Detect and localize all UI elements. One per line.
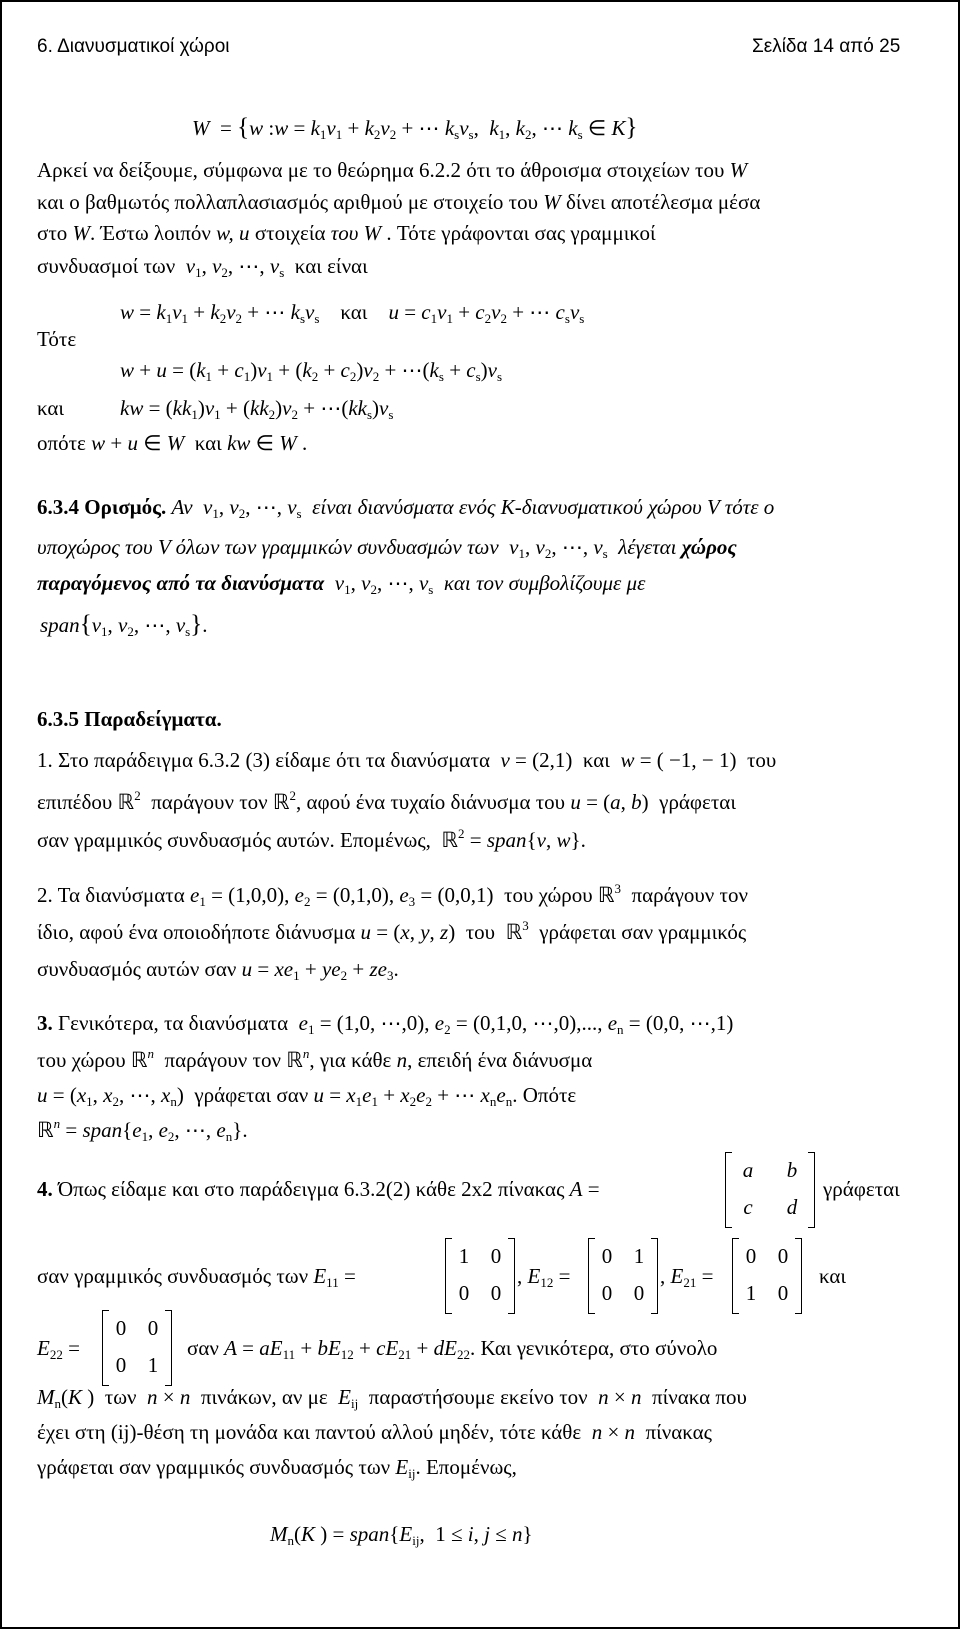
- matrix-E12: 0 1 0 0: [588, 1238, 658, 1314]
- E22-label: $E_{22}$ =: [37, 1336, 80, 1362]
- example1-line-2: επιπέδου ℝ$^2$ παράγουν τον ℝ$^2$, αφού ένα τυχαίο διάνυσμα του u = (a, b) γράφεται: [37, 788, 736, 814]
- example3-line-3: $u = (x_1$, $x_2$, ⋯, $x_n$) γράφεται σαν $u = x_1e_1 + x_2e_2$ + ⋯ $x_ne_n$. Οπότε: [37, 1083, 577, 1109]
- mn-span-formula: $M_n(K$ ) = $span\{E_{ij}$, 1 ≤ i, j ≤ n}: [270, 1522, 533, 1548]
- E21-label: , $E_{21}$ =: [660, 1264, 714, 1290]
- chapter-header: 6. Διανυσματικοί χώροι: [37, 36, 230, 57]
- proof-line-3: στο W. Έστω λοιπόν w, u στοιχεία του W . Τότε γράφονται σας γραμμικοί: [37, 221, 656, 245]
- example3-line-4: ℝ$^n$ = $span\{e_1$, $e_2$, ⋯, $e_n$}.: [37, 1116, 248, 1144]
- example4-line-5: έχει στη (ij)-θέση τη μονάδα και παντού αλλού μηδέν, τότε κάθε n × n πίνακας: [37, 1420, 712, 1444]
- example4-line-3: σαν $A = aE_{11} + bE_{12} + cE_{21} + dE_{22}$. Και γενικότερα, στο σύνολο: [187, 1336, 718, 1362]
- matrix-A: a b c d: [725, 1152, 815, 1228]
- example4-line-1: 4. Όπως είδαμε και στο παράδειγμα 6.3.2(2) κάθε 2x2 πίνακας A =: [37, 1177, 600, 1201]
- example2-line-2: ίδιο, αφού ένα οποιοδήποτε διάνυσμα u = (x, y, z) του ℝ$^3$ γράφεται σαν γραμμικός: [37, 918, 747, 944]
- page-number: Σελίδα 14 από 25: [752, 36, 901, 57]
- example4-line-4: $M_n(K$ ) των n × n πινάκων, αν με $E_{ij}$ παραστήσουμε εκείνο τον n × n πίνακα που: [37, 1385, 747, 1411]
- matrix-E21: 0 0 1 0: [732, 1238, 802, 1314]
- example2-line-3: συνδυασμός αυτών σαν $u = xe_1 + ye_2 + ze_3$.: [37, 957, 399, 983]
- E12-label: , $E_{12}$ =: [517, 1264, 571, 1290]
- examples-title: 6.3.5 Παραδείγματα.: [37, 707, 222, 731]
- and-label-2: και: [819, 1264, 847, 1288]
- and-label: και: [37, 396, 65, 420]
- set-w-formula: W = {w :w = $k_1v_1 + k_2v_2$ + ⋯ $k_sv_s$, $k_1$, $k_2$, ⋯ $k_s$ ∈ K}: [192, 114, 638, 142]
- example1-line-1: 1. Στο παράδειγμα 6.3.2 (3) είδαμε ότι τα διανύσματα v = (2,1) και w = ( −1, − 1) του: [37, 748, 777, 772]
- example4-line-2: σαν γραμμικός συνδυασμός των $E_{11}$ =: [37, 1264, 356, 1290]
- example2-line-1: 2. Τα διανύσματα $e_1 = (1,0,0)$, $e_2 = (0,1,0)$, $e_3 = (0,0,1)$ του χώρου ℝ$^3$ παράγουν τον: [37, 881, 748, 909]
- conclusion-line: οπότε w + u ∈ W και kw ∈ W .: [37, 431, 308, 455]
- then-label: Τότε: [37, 327, 77, 351]
- sum-formula: $w + u = (k_1 + c_1)v_1 + (k_2 + c_2)v_2$ + $\cdots(k_s + c_s)v_s$: [120, 358, 503, 384]
- proof-line-2: και ο βαθμωτός πολλαπλασιασμός αριθμού με στοιχείο του W δίνει αποτέλεσμα μέσα: [37, 190, 761, 214]
- example3-line-2: του χώρου ℝ$^n$ παράγουν τον ℝ$^n$, για κάθε n, επειδή ένα διάνυσμα: [37, 1046, 593, 1072]
- example3-line-1: 3. Γενικότερα, τα διανύσματα $e_1 = (1,0$, ⋯,0), $e_2 = (0,1,0$, ⋯,0),..., $e_n = (0,0$, ⋯,1): [37, 1011, 734, 1037]
- example1-line-3: σαν γραμμικός συνδυασμός αυτών. Επομένως, ℝ$^2$ = span{v, w}.: [37, 826, 586, 852]
- definition-line-2: υποχώρος του V όλων των γραμμικών συνδυασμών των $v_1$, $v_2$, ⋯, $v_s$ λέγεται χώρος: [37, 535, 737, 561]
- proof-line-4: συνδυασμοί των $v_1$, $v_2$, ⋯, $v_s$ και είναι: [37, 254, 368, 280]
- proof-line-1: Αρκεί να δείξουμε, σύμφωνα με το θεώρημα 6.2.2 ότι το άθροισμα στοιχείων του W: [37, 158, 748, 182]
- matrix-E11: 1 0 0 0: [445, 1238, 515, 1314]
- matrix-E22: 0 0 0 1: [102, 1310, 172, 1386]
- definition-line-1: 6.3.4 Ορισμός. Αν $v_1$, $v_2$, ⋯, $v_s$ είναι διανύσματα ενός K-διανυσματικού χώρου V τότε ο: [37, 495, 775, 521]
- example4-line-6: γράφεται σαν γραμμικός συνδυασμός των $E_{ij}$. Επομένως,: [37, 1455, 517, 1481]
- linear-combinations-wu: $w = k_1v_1 + k_2v_2$ + ⋯ $k_sv_s$ και $u = c_1v_1 + c_2v_2$ + ⋯ $c_sv_s$: [120, 300, 585, 326]
- example4-writes: γράφεται: [823, 1177, 900, 1201]
- definition-line-3: παραγόμενος από τα διανύσματα $v_1$, $v_2$, ⋯, $v_s$ και τον συμβολίζουμε με: [37, 571, 646, 597]
- span-notation: $span\{v_1$, $v_2$, ⋯, $v_s$}.: [40, 611, 208, 639]
- scalar-formula: kw = $(kk_1)v_1 + (kk_2)v_2$ + $\cdots(kk_s)v_s$: [120, 396, 394, 422]
